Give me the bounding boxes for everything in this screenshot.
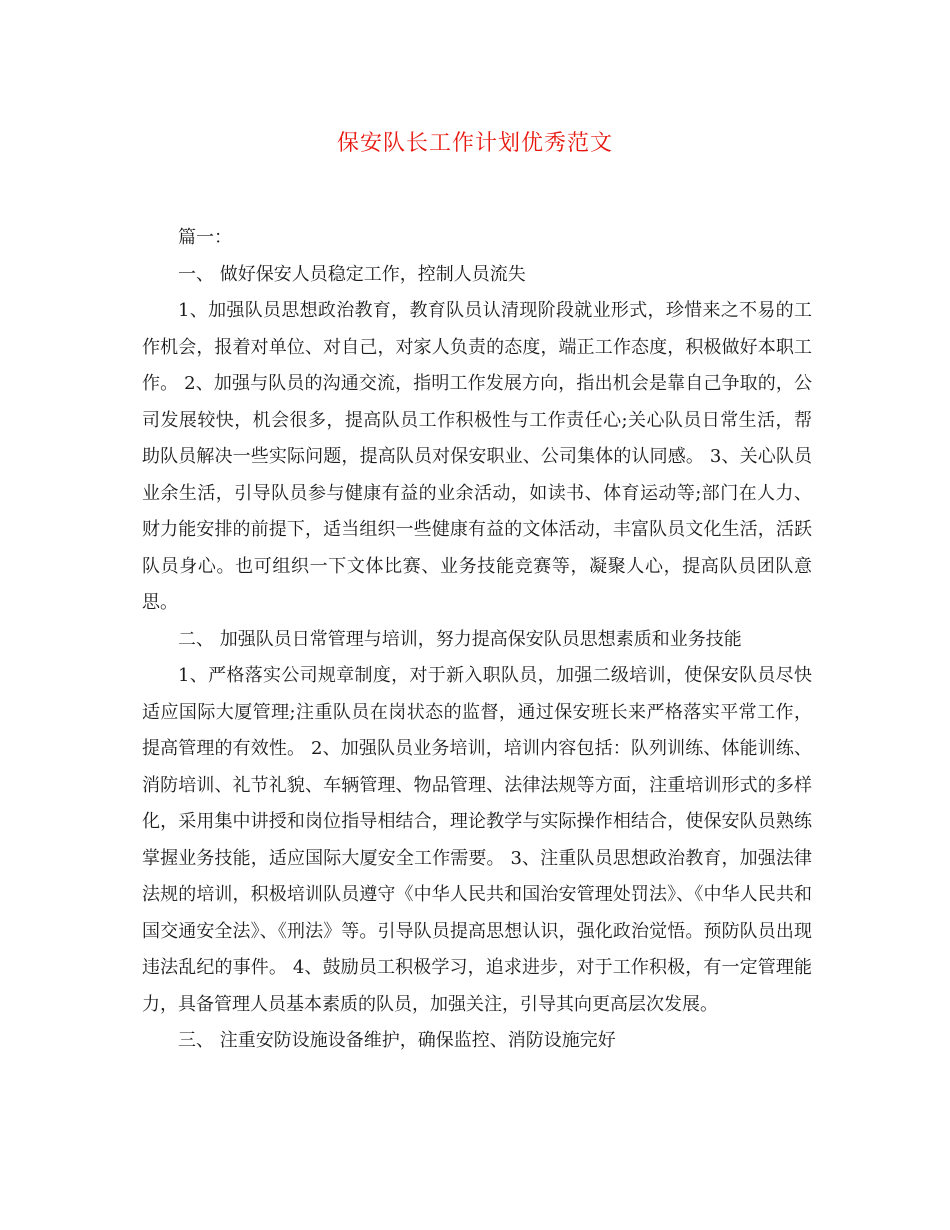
paragraph-section-two: 1、严格落实公司规章制度，对于新入职队员，加强二级培训，使保安队员尽快适应国际大厦管理;注重队员在岗状态的监督，通过保安班长来严格落实平常工作，提高管理的有效性。 2、加强队员业务培训，培训内容包括：队列训练、体能训练、消防培训、礼节礼貌、车辆管理、物品管理、法律法规等方面，注重培训形式的多样化，采用集中讲授和岗位指导相结合，理论教学与实际操作相结合，使保安队员熟练掌握业务技能，适应国际大厦安全工作需要。 3、注重队员思想政治教育，加强法律法规的培训，积极培训队员遵守《中华人民共和国治安管理处罚法》、《中华人民共和国交通安全法》、《刑法》等。引导队员提高思想认识，强化政治觉悟。预防队员出现违法乱纪的事件。 4、鼓励员工积极学习，追求进步，对于工作积极，有一定管理能力，具备管理人员基本素质的队员，加强关注，引导其向更高层次发展。	[142, 665, 812, 1015]
document-body	[142, 220, 812, 1060]
heading-section-three: 三、 注重安防设施设备维护，确保监控、消防设施完好	[178, 1030, 616, 1051]
heading-section-one: 一、 做好保安人员稳定工作，控制人员流失	[178, 263, 526, 285]
paragraph-section-label: 篇一：	[178, 227, 232, 248]
heading-section-two: 二、 加强队员日常管理与培训，努力提高保安队员思想素质和业务技能	[178, 628, 742, 650]
document-title: 保安队长工作计划优秀范文	[336, 131, 613, 156]
paragraph-section-one: 1、加强队员思想政治教育，教育队员认清现阶段就业形式，珍惜来之不易的工作机会，报着对单位、对自己，对家人负责的态度，端正工作态度，积极做好本职工作。 2、加强与队员的沟通交流，指明工作发展方向，指出机会是靠自己争取的，公司发展较快，机会很多，提高队员工作积极性与工作责任心;关心队员日常生活，帮助队员解决一些实际问题，提高队员对保安职业、公司集体的认同感。 3、关心队员业余生活，引导队员参与健康有益的业余活动，如读书、体育运动等;部门在人力、财力能安排的前提下，适当组织一些健康有益的文体活动，丰富队员文化生活，活跃队员身心。也可组织一下文体比赛、业务技能竞赛等，凝聚人心，提高队员团队意思。	[142, 300, 812, 613]
